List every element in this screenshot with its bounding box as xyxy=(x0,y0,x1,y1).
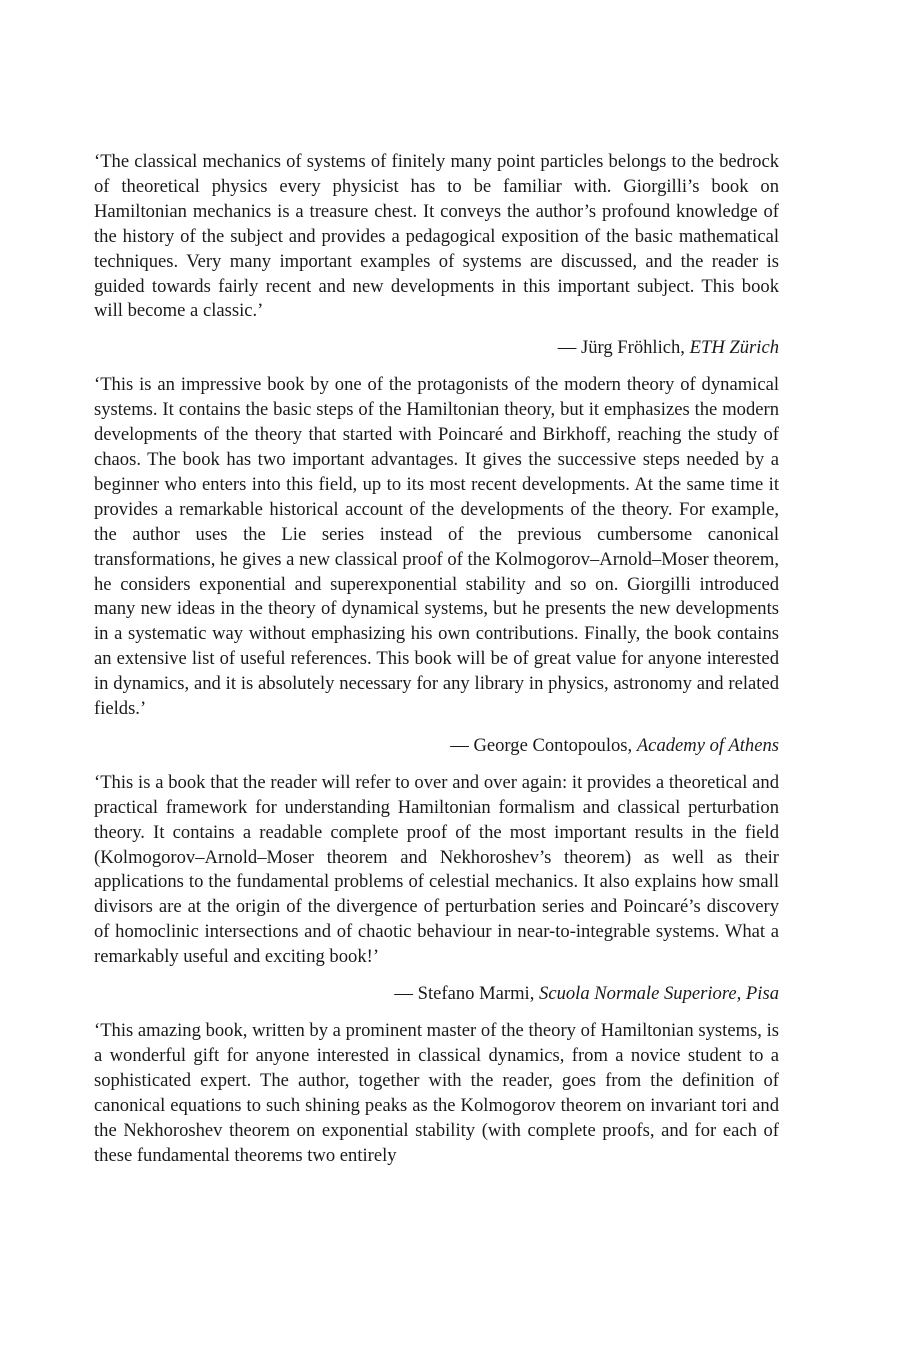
attribution-affiliation: Scuola Normale Superiore, Pisa xyxy=(539,983,779,1005)
attribution-author: George Contopoulos, xyxy=(473,734,633,756)
attribution-dash: — xyxy=(557,337,577,359)
attribution-author: Jürg Fröhlich, xyxy=(580,337,685,359)
attribution-affiliation: ETH Zürich xyxy=(689,337,779,359)
endorsement-quote-contopoulos: ‘This is an impressive book by one of the protagonists of the modern theory of dynamical systems. It contains the basic steps of the Hamiltonian theory, but it emphasizes the modern developments of the theory that started with Poincaré and Birkhoff, reaching the study of chaos. The book has two important advantages. It gives the successive steps needed by a beginner who enters into this field, up to its most recent developments. At the same time it provides a remarkable historical account of the developments of the theory. For example, the author uses the Lie series instead of the previous cumbersome canonical transformations, he gives a new classical proof of the Kolmogorov–Arnold–Moser theorem, he considers exponential and superexponential stability and so on. Giorgilli introduced many new ideas in the theory of dynamical systems, but he presents the new developments in a systematic way without emphasizing his own contributions. Finally, the book contains an extensive list of useful references. This book will be of great value for anyone interested in dynamics, and it is absolutely necessary for any library in physics, astronomy and related fields.’ xyxy=(94,374,779,720)
endorsement-quote-fourth: ‘This amazing book, written by a prominent master of the theory of Hamiltonian systems, is a wonderful gift for anyone interested in classical dynamics, from a novice student to a sophisticated expert. The author, together with the reader, goes from the definition of canonical equations to such shining peaks as the Kolmogorov theorem on invariant tori and the Nekhoroshev theorem on exponential stability (with complete proofs, and for each of these fundamental theorems two entirely xyxy=(94,1020,779,1166)
endorsement-attribution-contopoulos xyxy=(94,734,779,759)
endorsement-attribution-frohlich xyxy=(94,336,779,361)
attribution-dash: — xyxy=(394,983,413,1005)
endorsement-attribution-marmi xyxy=(94,982,779,1007)
attribution-dash: — xyxy=(450,734,469,756)
attribution-author: Stefano Marmi, xyxy=(417,983,535,1005)
endorsement-quote-marmi: ‘This is a book that the reader will refer to over and over again: it provides a theoretical and practical framework for understanding Hamiltonian formalism and classical perturbation theory. It contains a readable complete proof of the most important results in the field (Kolmogorov–Arnold–Moser theorem and Nekhoroshev’s theorem) as well as their applications to the fundamental problems of celestial mechanics. It also explains how small divisors are at the origin of the divergence of perturbation series and Poincaré’s discovery of homoclinic intersections and of chaotic behaviour in near-to-integrable systems. What a remarkably useful and exciting book!’ xyxy=(94,771,779,968)
endorsement-quote-frohlich: ‘The classical mechanics of systems of finitely many point particles belongs to the bedrock of theoretical physics every physicist has to be familiar with. Giorgilli’s book on Hamiltonian mechanics is a treasure chest. It conveys the author’s profound knowledge of the history of the subject and provides a pedagogical exposition of the basic mathematical techniques. Very many important examples of systems are discussed, and the reader is guided towards fairly recent and new developments in this important subject. This book will become a classic.’ xyxy=(94,151,779,322)
attribution-affiliation: Academy of Athens xyxy=(636,734,779,756)
endorsements-page xyxy=(94,150,779,1168)
